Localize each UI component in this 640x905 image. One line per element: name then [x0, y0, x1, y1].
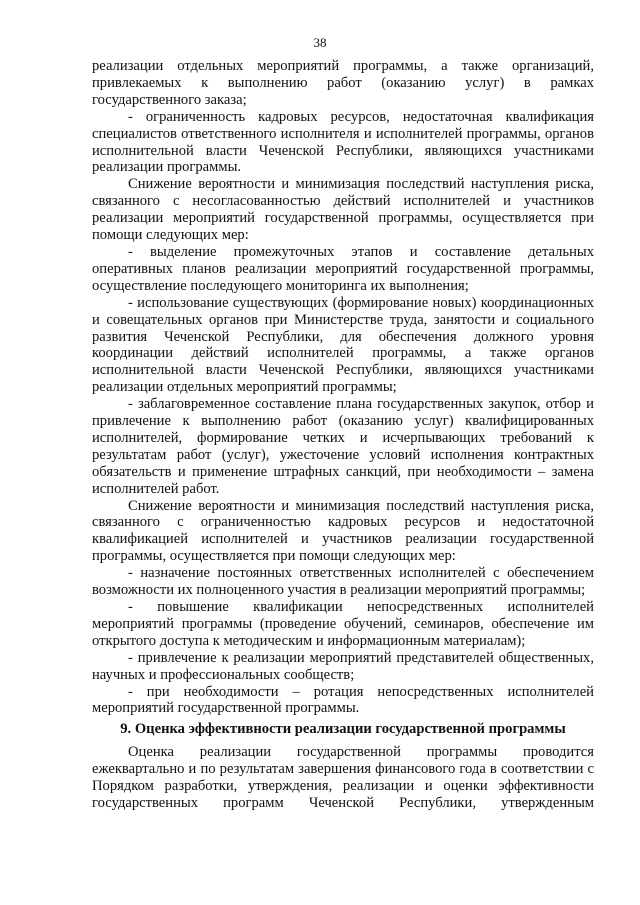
document-body [92, 58, 594, 812]
page-number: 38 [313, 35, 327, 50]
list-item-procurement-plan: - заблаговременное составление плана государственных закупок, отбор и привлечение к выполнению работ (оказанию услуг) квалифицированных исполнителей, формирование четких и исчерпывающих требований к результатам работ (услуг), ужесточение условий исполнения контрактных обязательств и применение штрафных санкций, при необходимости – замена исполнителей работ. [92, 396, 594, 497]
list-item-qualification: - повышение квалификации непосредственных исполнителей мероприятий программы (проведение обучений, семинаров, обеспечение им открытого доступа к методическим и информационным материалам); [92, 599, 594, 649]
list-item-staff-risk: - ограниченность кадровых ресурсов, недостаточная квалификация специалистов ответственного исполнителя и исполнителей программы, органов исполнительной власти Чеченской Республики, являющихся участниками реализации программы. [92, 108, 594, 176]
paragraph-evaluation: Оценка реализации государственной программы проводится ежеквартально и по результатам завершения финансового года в соответствии с Порядком разработки, утверждения, реализации и оценки эффективности государственных программ Чеченской Республики, утвержденным [92, 744, 594, 811]
paragraph-staffing-risk: Снижение вероятности и минимизация последствий наступления риска, связанного с ограниченностью кадровых ресурсов и недостаточной квалификацией исполнителей и участников реализации государственной программы, осуществляется при помощи следующих мер: [92, 497, 594, 565]
paragraph-coordination-risk: Снижение вероятности и минимизация последствий наступления риска, связанного с несогласованностью действий исполнителей и участников реализации мероприятий государственной программы, осуществляется при помощи следующих мер: [92, 176, 594, 244]
paragraph-continuation: реализации отдельных мероприятий программы, а также организаций, привлекаемых к выполнению работ (оказанию услуг) в рамках государственного заказа; [92, 58, 594, 108]
list-item-interim-stages: - выделение промежуточных этапов и составление детальных оперативных планов реализации мероприятий государственной программы, осуществление последующего мониторинга их выполнения; [92, 243, 594, 294]
list-item-coordination-bodies: - использование существующих (формирование новых) координационных и совещательных органов при Министерстве труда, занятости и социального развития Чеченской Республики, для обеспечения должного уровня координации действий исполнителей программы, а также органов исполнительной власти Чеченской Республики, являющихся участниками реализации отдельных мероприятий программы; [92, 294, 594, 396]
list-item-permanent-executors: - назначение постоянных ответственных исполнителей с обеспечением возможности их полноценного участия в реализации мероприятий программы; [92, 565, 594, 599]
section-heading: 9. Оценка эффективности реализации государственной программы [120, 721, 566, 738]
list-item-rotation: - при необходимости – ротация непосредственных исполнителей мероприятий государственной программы. [92, 683, 594, 717]
list-item-involvement: - привлечение к реализации мероприятий представителей общественных, научных и профессиональных сообществ; [92, 649, 594, 683]
